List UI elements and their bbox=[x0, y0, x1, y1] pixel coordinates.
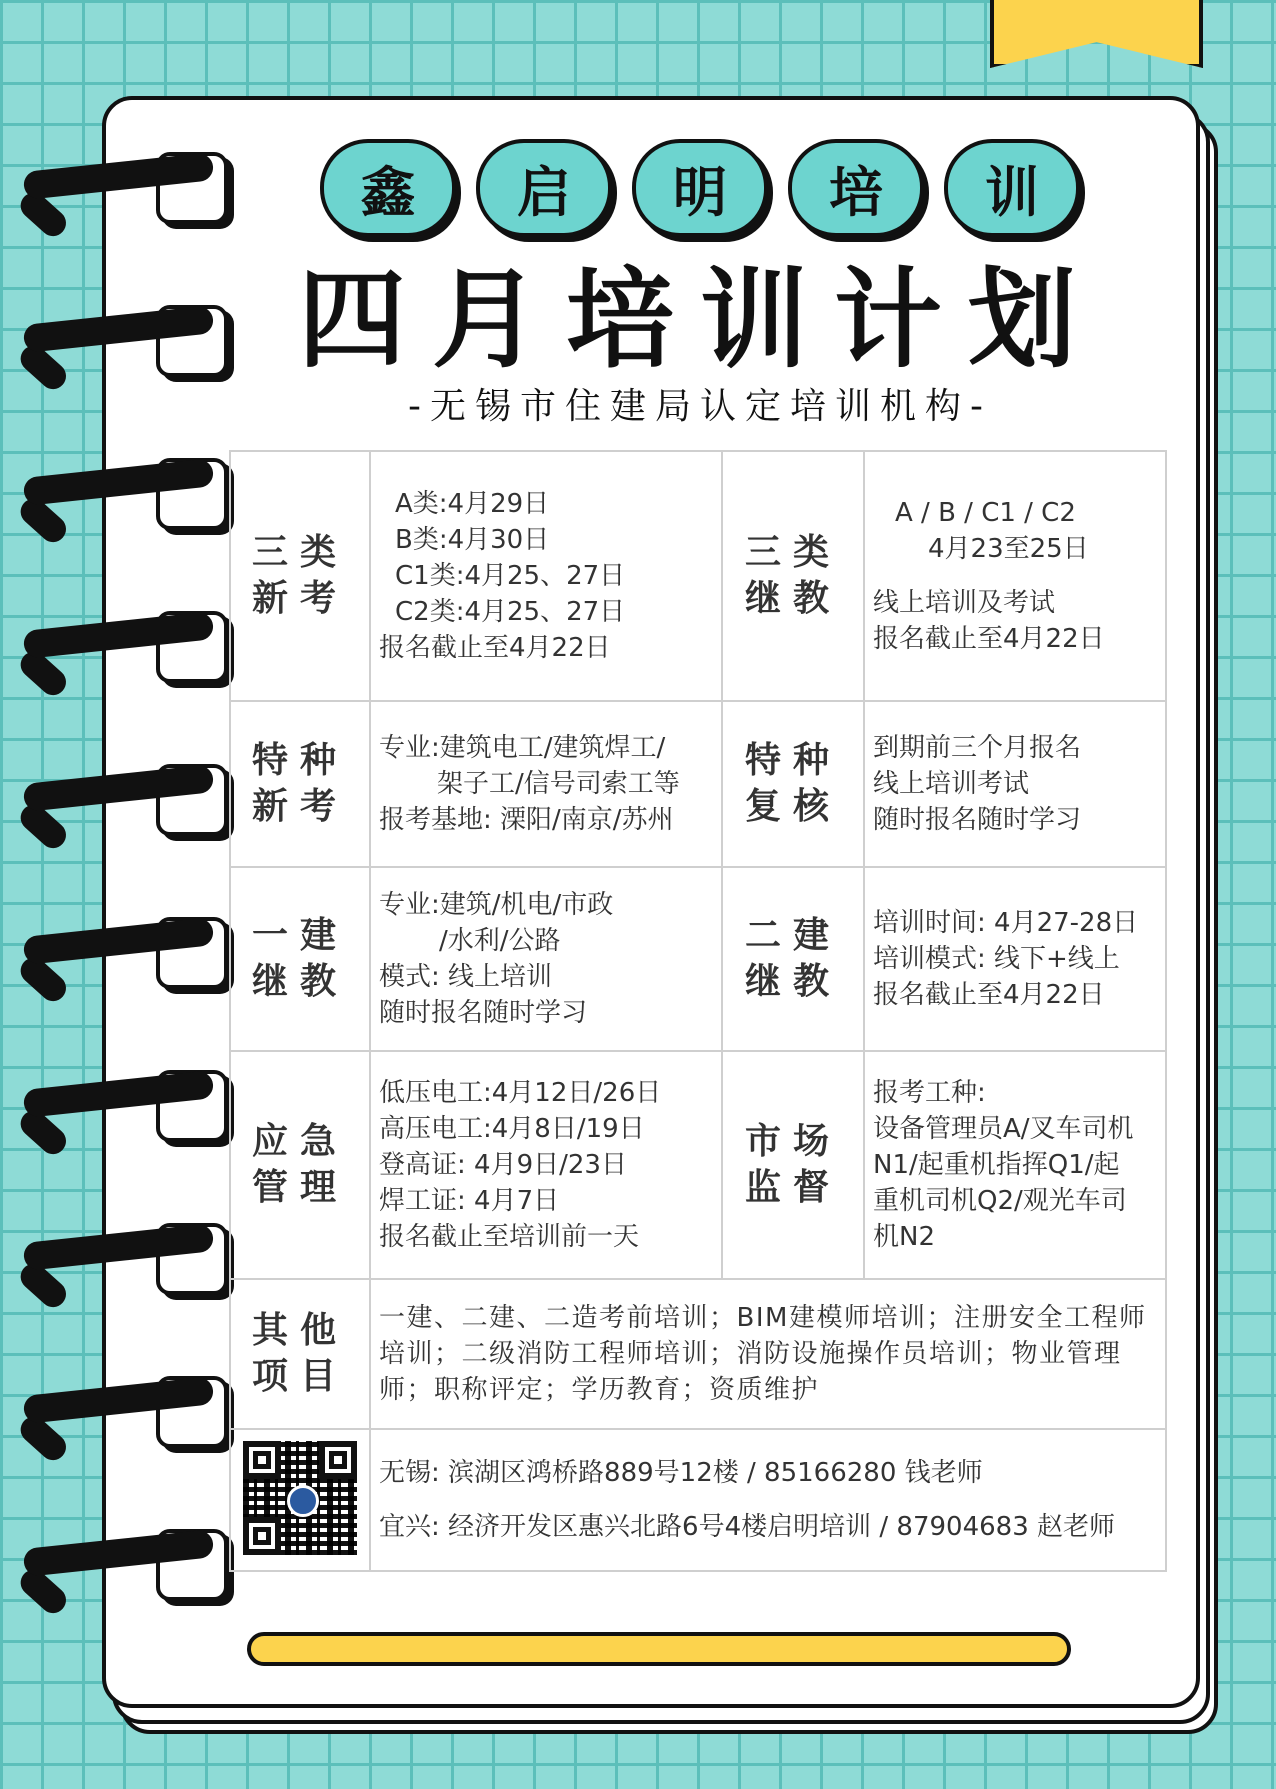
schedule-table bbox=[229, 450, 1167, 1572]
category-detail: 培训时间: 4月27-28日 培训模式: 线下+线上 报名截止至4月22日 bbox=[864, 867, 1166, 1051]
brand-pill-1: 鑫 bbox=[320, 139, 456, 237]
table-row bbox=[230, 1279, 1166, 1429]
table-row bbox=[230, 701, 1166, 867]
qr-code-cell bbox=[230, 1429, 370, 1571]
spiral-ring-icon bbox=[0, 915, 230, 995]
spiral-ring-icon bbox=[0, 1068, 230, 1148]
category-label: 应急 管理 bbox=[230, 1051, 370, 1279]
brand-pill-5: 训 bbox=[944, 139, 1080, 237]
category-label: 三类 继教 bbox=[722, 451, 864, 701]
table-row bbox=[230, 451, 1166, 701]
category-label: 特种 新考 bbox=[230, 701, 370, 867]
table-row bbox=[230, 1429, 1166, 1571]
qr-code-icon bbox=[243, 1441, 357, 1555]
category-detail: 低压电工:4月12日/26日 高压电工:4月8日/19日 登高证: 4月9日/23日 焊工证: 4月7日 报名截止至培训前一天 bbox=[370, 1051, 722, 1279]
table-row bbox=[230, 867, 1166, 1051]
contact-info bbox=[370, 1429, 1166, 1571]
spiral-ring-icon bbox=[0, 303, 230, 383]
category-detail: A / B / C1 / C2 4月23至25日 线上培训及考试 报名截止至4月22日 bbox=[864, 451, 1166, 701]
category-detail: 到期前三个月报名 线上培训考试 随时报名随时学习 bbox=[864, 701, 1166, 867]
spiral-ring-icon bbox=[0, 1221, 230, 1301]
table-row bbox=[230, 1051, 1166, 1279]
category-detail: A类:4月29日 B类:4月30日 C1类:4月25、27日 C2类:4月25、27日 报名截止至4月22日 bbox=[370, 451, 722, 701]
spiral-ring-icon bbox=[0, 150, 230, 230]
spiral-ring-icon bbox=[0, 762, 230, 842]
category-label: 三类 新考 bbox=[230, 451, 370, 701]
category-label: 其他 项目 bbox=[230, 1279, 370, 1429]
spiral-ring-icon bbox=[0, 609, 230, 689]
category-label: 二建 继教 bbox=[722, 867, 864, 1051]
category-label: 一建 继教 bbox=[230, 867, 370, 1051]
contact-yixing: 宜兴: 经济开发区惠兴北路6号4楼启明培训 / 87904683 赵老师 bbox=[379, 1512, 1115, 1542]
category-label: 特种 复核 bbox=[722, 701, 864, 867]
bookmark-ribbon-icon bbox=[990, 0, 1203, 68]
page-title: 四月培训计划 bbox=[297, 258, 1102, 383]
spiral-ring-icon bbox=[0, 456, 230, 536]
brand-pill-3: 明 bbox=[632, 139, 768, 237]
yellow-bottom-bar bbox=[247, 1632, 1071, 1666]
spiral-ring-icon bbox=[0, 1527, 230, 1607]
category-detail: 报考工种: 设备管理员A/叉车司机 N1/起重机指挥Q1/起 重机司机Q2/观光车司 机N2 bbox=[864, 1051, 1166, 1279]
brand-pill-2: 启 bbox=[476, 139, 612, 237]
brand-pill-4: 培 bbox=[788, 139, 924, 237]
category-detail: 专业:建筑电工/建筑焊工/ 架子工/信号司索工等 报考基地: 溧阳/南京/苏州 bbox=[370, 701, 722, 867]
spiral-ring-icon bbox=[0, 1374, 230, 1454]
category-detail: 专业:建筑/机电/市政 /水利/公路 模式: 线上培训 随时报名随时学习 bbox=[370, 867, 722, 1051]
other-projects-text: 一建、二建、二造考前培训；BIM建模师培训；注册安全工程师培训；二级消防工程师培训；消防设施操作员培训；物业管理师；职称评定；学历教育；资质维护 bbox=[370, 1279, 1166, 1429]
brand-pills bbox=[320, 139, 1080, 234]
contact-wuxi: 无锡: 滨湖区鸿桥路889号12楼 / 85166280 钱老师 bbox=[379, 1458, 983, 1488]
category-label: 市场 监督 bbox=[722, 1051, 864, 1279]
page-subtitle: -无锡市住建局认定培训机构- bbox=[408, 386, 992, 427]
